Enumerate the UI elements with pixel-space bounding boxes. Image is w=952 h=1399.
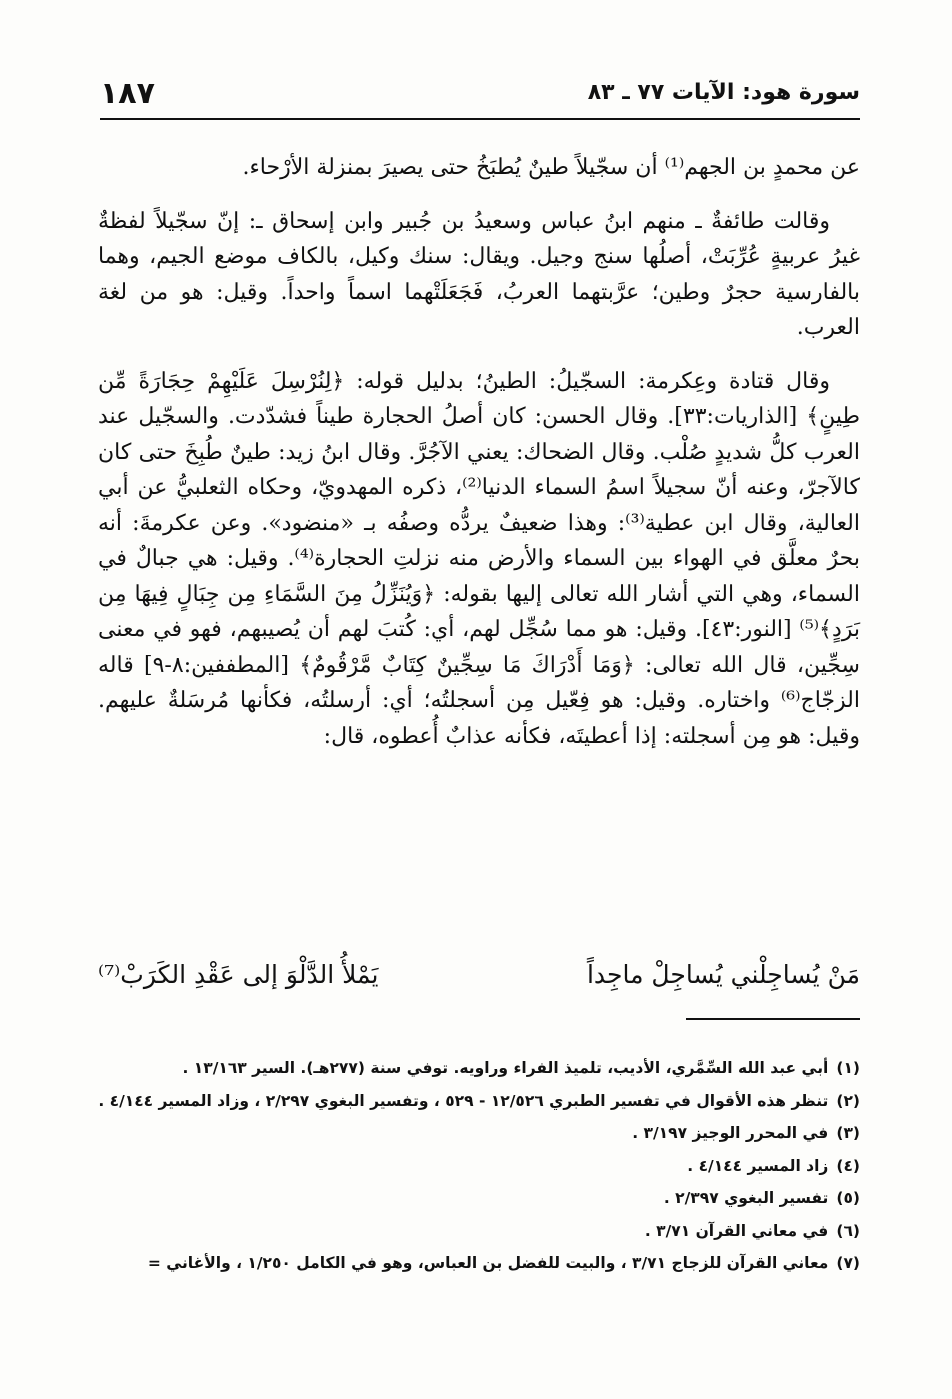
page-header [100, 72, 860, 120]
footnote-3 [98, 1117, 860, 1150]
footnote-1 [98, 1052, 860, 1085]
poetry-verse [98, 960, 860, 1000]
footnote-5 [98, 1182, 860, 1215]
footnote-text: تفسير البغوي ٢/٣٩٧ . [663, 1189, 829, 1207]
footnote-number: (٧) [836, 1254, 860, 1272]
verse-hemistich-1: مَنْ يُساجِلْني يُساجِلْ ماجِداً [586, 960, 860, 989]
footnote-number: (٤) [836, 1156, 860, 1175]
footnote-6 [98, 1215, 860, 1248]
footnote-2 [98, 1085, 860, 1118]
main-text [98, 150, 860, 754]
paragraph-1: عن محمدٍ بن الجهم⁽¹⁾ أن سجّيلاً طينٌ يُطبَخُ حتى يصيرَ بمنزلة الأرْحاء. [242, 155, 860, 180]
footnote-number: (٣) [836, 1124, 860, 1142]
footnote-7 [98, 1247, 860, 1280]
footnote-text: في معاني القرآن ٣/٧١ . [644, 1221, 829, 1240]
paragraph-3: وقال قتادة وعِكرمة: السجّيلُ: الطينُ؛ بدليل قوله: ﴿لِنُرْسِلَ عَلَيْهِمْ حِجَارَةً مِّن طِينٍ﴾ [الذاريات:٣٣]. وقال الحسن: كان أصلُ الحجارة طيناً فشدّدت. والسجّيل عند العرب كلُّ شديدٍ صُلْب. وقال الضحاك: يعني الآجُرَّ. وقال ابنُ زيد: طينٌ طُبِخَ حتى كان كالآجرّ، وعنه أنّ سجيلاً اسمُ السماء الدنيا⁽²⁾، ذكره المهدويّ، وحكاه الثعلبيُّ عن أبي العالية، وقال ابن عطية⁽³⁾: وهذا ضعيفٌ يردُّه وصفُه بـ «منضود». وعن عكرمةَ: أنه بحرٌ معلَّق في الهواء بين السماء والأرض منه نزلتِ الحجارة⁽⁴⁾. وقيل: هي جبالٌ في السماء، وهي التي أشار الله تعالى إليها بقوله: ﴿وَيُنَزِّلُ مِنَ السَّمَاءِ مِن جِبَالٍ فِيهَا مِن بَرَدٍ﴾⁽⁵⁾ [النور:٤٣]. وقيل: هو مما سُجِّل لهم، أي: كُتبَ لهم أن يُصيبهم، فهو في معنى سِجِّين، قال الله تعالى: ﴿وَمَا أَدْرَاكَ مَا سِجِّينٌ كِتَابٌ مَّرْقُومٌ﴾ [المطففين:٨-٩] قاله الزجّاج⁽⁶⁾ واختاره. وقيل: هو فِعّيل مِن أسجلتُه؛ أي: أرسلتُه، فكأنها مُرسَلةٌ عليهم. وقيل: هو مِن أسجلته: إذا أعطيتَه، فكأنه عذابٌ أُعطوه، قال: [98, 368, 861, 749]
footnote-text: معاني القرآن للزجاج ٣/٧١ ، والبيت للفضل بن العباس، وهو في الكامل ١/٢٥٠ ، والأغاني = [147, 1254, 829, 1272]
footnote-separator [686, 1018, 860, 1020]
footnote-4 [98, 1150, 860, 1183]
footnotes [98, 1052, 860, 1280]
running-title: سورة هود: الآيات ٧٧ ـ ٨٣ [587, 80, 860, 105]
footnote-text: أبي عبد الله السِّمَّري، الأديب، تلميذ الفراء وراويه. توفي سنة (٢٧٧هـ). السير ١٣/١٦٣ . [182, 1059, 829, 1077]
paragraph-2: وقالت طائفةٌ ـ منهم ابنُ عباس وسعيدُ بن جُبير وابن إسحاق ـ: إنّ سجّيلاً لفظةٌ غيرُ عربيةٍ عُرِّبَتْ، أصلُها سنج وجيل. ويقال: سنك وكيل، بالكاف موضع الجيم، وهما بالفارسية حجرٌ وطين؛ عرَّبتهما العربُ، فَجَعَلَتْهما اسماً واحداً. وقيل: هو من لغة العرب. [98, 208, 860, 340]
footnote-text: زاد المسير ٤/١٤٤ . [687, 1156, 829, 1175]
footnote-text: في المحرر الوجيز ٣/١٩٧ . [632, 1124, 829, 1142]
footnote-number: (٥) [836, 1189, 860, 1207]
footnote-number: (٦) [836, 1221, 860, 1240]
footnote-text: تنظر هذه الأقوال في تفسير الطبري ١٢/٥٢٦ - ٥٢٩ ، وتفسير البغوي ٢/٢٩٧ ، وزاد المسير ٤/١٤٤ . [98, 1091, 829, 1110]
footnote-number: (١) [836, 1059, 860, 1077]
verse-hemistich-2: يَمْلأُ الدَّلْوَ إلى عَقْدِ الكَرَبْ⁽⁷⁾ [98, 960, 379, 989]
page-number: ١٨٧ [100, 76, 155, 111]
footnote-number: (٢) [836, 1091, 860, 1110]
